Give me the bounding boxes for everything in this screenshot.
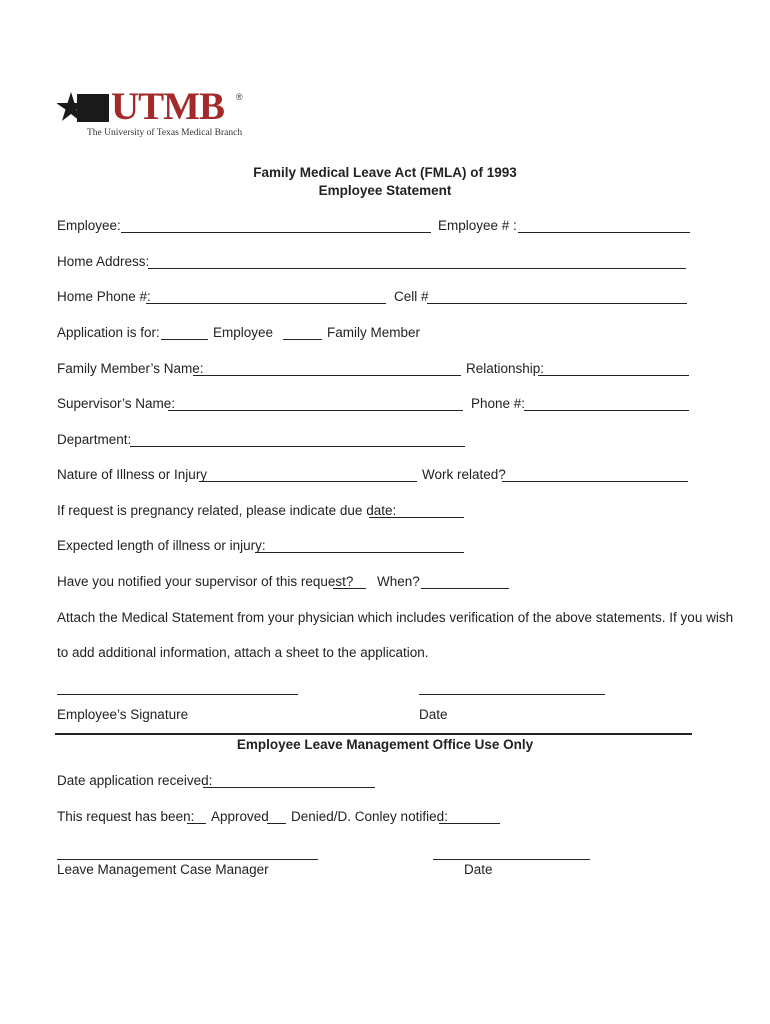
department-field[interactable]	[130, 432, 465, 447]
conley-notified-field[interactable]	[439, 809, 500, 824]
family-member-name-field[interactable]	[193, 361, 461, 376]
work-related-field[interactable]	[502, 467, 688, 482]
family-member-option-label: Family Member	[327, 325, 421, 340]
home-address-field[interactable]	[148, 254, 686, 269]
home-phone-field[interactable]	[146, 289, 386, 304]
pregnancy-label: If request is pregnancy related, please indicate due date:	[57, 503, 397, 518]
approved-blank[interactable]	[187, 809, 206, 824]
work-related-label: Work related?	[422, 467, 506, 482]
employee-number-field[interactable]	[518, 218, 690, 233]
cell-field[interactable]	[427, 289, 687, 304]
case-manager-signature-line[interactable]	[57, 845, 318, 860]
logo-subtitle: The University of Texas Medical Branch	[87, 128, 243, 138]
attach-instruction-line2: to add additional information, attach a sheet to the application.	[57, 645, 429, 660]
case-manager-date-line[interactable]	[433, 845, 590, 860]
logo-square	[77, 94, 109, 122]
section-divider	[55, 733, 692, 735]
registered-mark: ®	[236, 92, 243, 102]
date-received-label: Date application received:	[57, 773, 213, 788]
family-member-name-label: Family Member’s Name:	[57, 361, 204, 376]
case-manager-date-label: Date	[464, 862, 493, 877]
department-label: Department:	[57, 432, 132, 447]
relationship-label: Relationship:	[466, 361, 545, 376]
supervisor-name-label: Supervisor’s Name:	[57, 396, 176, 411]
denied-label: Denied/D. Conley notified:	[291, 809, 448, 824]
nature-illness-label: Nature of Illness or Injury	[57, 467, 208, 482]
home-phone-label: Home Phone #:	[57, 289, 151, 304]
expected-length-label: Expected length of illness or injury:	[57, 538, 266, 553]
application-for-label: Application is for:	[57, 325, 160, 340]
employee-option-blank[interactable]	[161, 325, 208, 340]
logo-wordmark: UTMB	[111, 85, 224, 128]
form-subtitle: Employee Statement	[318, 183, 452, 198]
form-title: Family Medical Leave Act (FMLA) of 1993	[253, 165, 517, 180]
home-address-label: Home Address:	[57, 254, 150, 269]
nature-illness-field[interactable]	[199, 467, 417, 482]
signature-date-label: Date	[419, 707, 448, 722]
family-member-option-blank[interactable]	[283, 325, 322, 340]
employee-signature-line[interactable]	[57, 680, 298, 695]
date-received-field[interactable]	[203, 773, 375, 788]
employee-field[interactable]	[121, 218, 431, 233]
utmb-logo	[57, 85, 257, 142]
case-manager-label: Leave Management Case Manager	[57, 862, 269, 877]
employee-number-label: Employee # :	[438, 218, 517, 233]
request-status-label: This request has been:	[57, 809, 195, 824]
phone-label: Phone #:	[471, 396, 526, 411]
notified-supervisor-label: Have you notified your supervisor of this request?	[57, 574, 354, 589]
when-label: When?	[377, 574, 420, 589]
cell-label: Cell #	[394, 289, 429, 304]
employee-label: Employee:	[57, 218, 121, 233]
due-date-field[interactable]	[369, 503, 464, 518]
notified-supervisor-field[interactable]	[333, 574, 366, 589]
employee-signature-label: Employee’s Signature	[57, 707, 189, 722]
expected-length-field[interactable]	[255, 538, 464, 553]
supervisor-name-field[interactable]	[168, 396, 463, 411]
denied-blank[interactable]	[267, 809, 286, 824]
when-field[interactable]	[421, 574, 509, 589]
attach-instruction-line1: Attach the Medical Statement from your physician which includes verification of the above statements. If you wish	[57, 610, 734, 625]
signature-date-line[interactable]	[419, 680, 605, 695]
office-use-title: Employee Leave Management Office Use Only	[236, 737, 534, 752]
phone-field[interactable]	[524, 396, 689, 411]
employee-option-label: Employee	[213, 325, 274, 340]
relationship-field[interactable]	[538, 361, 689, 376]
approved-label: Approved	[211, 809, 269, 824]
